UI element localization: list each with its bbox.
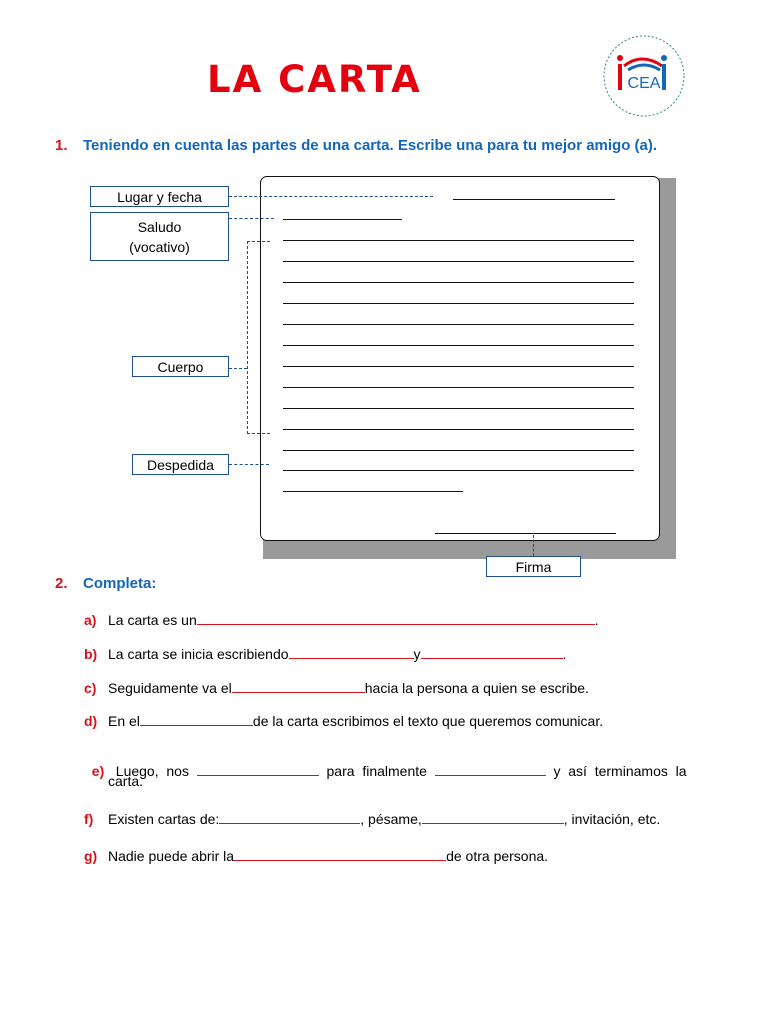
item-e-continuation: carta.: [108, 773, 144, 789]
signature-line: [435, 533, 616, 534]
item-text: y: [413, 646, 421, 662]
body-line: [283, 240, 634, 241]
label-vocativo-text: (vocativo): [129, 239, 190, 255]
body-line: [283, 303, 634, 304]
greeting-line: [283, 219, 402, 220]
label-saludo-text: Saludo: [137, 219, 182, 235]
page-title: LA CARTA: [207, 58, 422, 101]
closing-line: [283, 491, 463, 492]
body-line: [283, 408, 634, 409]
body-line: [283, 324, 634, 325]
cuerpo-connector: [229, 368, 247, 369]
item-letter: c): [84, 680, 97, 696]
lugar-connector: [229, 196, 433, 197]
item-text: de otra persona.: [446, 848, 549, 864]
firma-connector: [533, 535, 534, 556]
question-2-number: 2.: [55, 575, 68, 592]
item-text: y así terminamos la: [553, 763, 687, 779]
item-text: de la carta escribimos el texto que queremos comunicar.: [252, 713, 604, 729]
saludo-connector: [229, 218, 274, 219]
item-text: .: [594, 612, 599, 628]
item-text: hacia la persona a quien se escribe.: [364, 680, 589, 696]
answer-blank[interactable]: [421, 643, 563, 659]
item-text: Nadie puede abrir la: [108, 848, 235, 864]
item-text: para finalmente: [326, 763, 427, 779]
label-cuerpo: Cuerpo: [132, 356, 229, 377]
cuerpo-bracket: [247, 241, 270, 434]
answer-blank[interactable]: [422, 808, 564, 824]
closing-line: [283, 470, 634, 471]
logo-text: CEA: [627, 75, 661, 92]
item-text: , invitación, etc.: [563, 811, 661, 827]
date-line: [453, 199, 615, 200]
cea-logo-icon: [598, 30, 690, 122]
body-line: [283, 282, 634, 283]
answer-blank[interactable]: [232, 677, 365, 693]
closing-line: [283, 450, 634, 451]
letter-sheet: [260, 176, 660, 541]
question-1: [55, 137, 657, 154]
item-text: .: [562, 646, 567, 662]
item-text: La carta es un: [108, 612, 197, 628]
item-text: Luego, nos: [115, 763, 189, 779]
question-1-text: Teniendo en cuenta las partes de una carta. Escribe una para tu mejor amigo (a).: [83, 137, 658, 154]
item-e: [84, 744, 687, 779]
item-letter: d): [84, 713, 98, 729]
item-text: Seguidamente va el: [108, 680, 232, 696]
item-text: Existen cartas de:: [108, 811, 220, 827]
label-despedida: Despedida: [132, 454, 229, 475]
item-d: [84, 710, 603, 729]
answer-blank[interactable]: [219, 808, 360, 824]
item-f: [84, 808, 660, 827]
body-line: [283, 345, 634, 346]
label-lugar-fecha: Lugar y fecha: [90, 186, 229, 207]
item-letter: e): [91, 763, 105, 779]
answer-blank[interactable]: [197, 609, 595, 625]
body-line: [283, 387, 634, 388]
item-a: [84, 609, 599, 628]
item-text: , pésame,: [360, 811, 422, 827]
question-2: [55, 575, 156, 592]
item-letter: a): [84, 612, 97, 628]
item-letter: f): [84, 811, 94, 827]
item-text: En el: [108, 713, 140, 729]
item-text: La carta se inicia escribiendo: [108, 646, 289, 662]
item-letter: b): [84, 646, 98, 662]
body-line: [283, 429, 634, 430]
body-line: [283, 366, 634, 367]
answer-blank[interactable]: [289, 643, 414, 659]
label-saludo: [90, 212, 229, 261]
item-c: [84, 677, 589, 696]
answer-blank[interactable]: [234, 845, 446, 861]
despedida-connector: [229, 464, 269, 465]
item-letter: g): [84, 848, 98, 864]
item-g: [84, 845, 548, 864]
answer-blank[interactable]: [140, 710, 253, 726]
label-firma: Firma: [486, 556, 581, 577]
item-b: [84, 643, 566, 662]
body-line: [283, 261, 634, 262]
answer-blank[interactable]: [435, 760, 546, 776]
question-2-text: Completa:: [83, 575, 157, 592]
question-1-number: 1.: [55, 137, 68, 154]
answer-blank[interactable]: [197, 760, 319, 776]
